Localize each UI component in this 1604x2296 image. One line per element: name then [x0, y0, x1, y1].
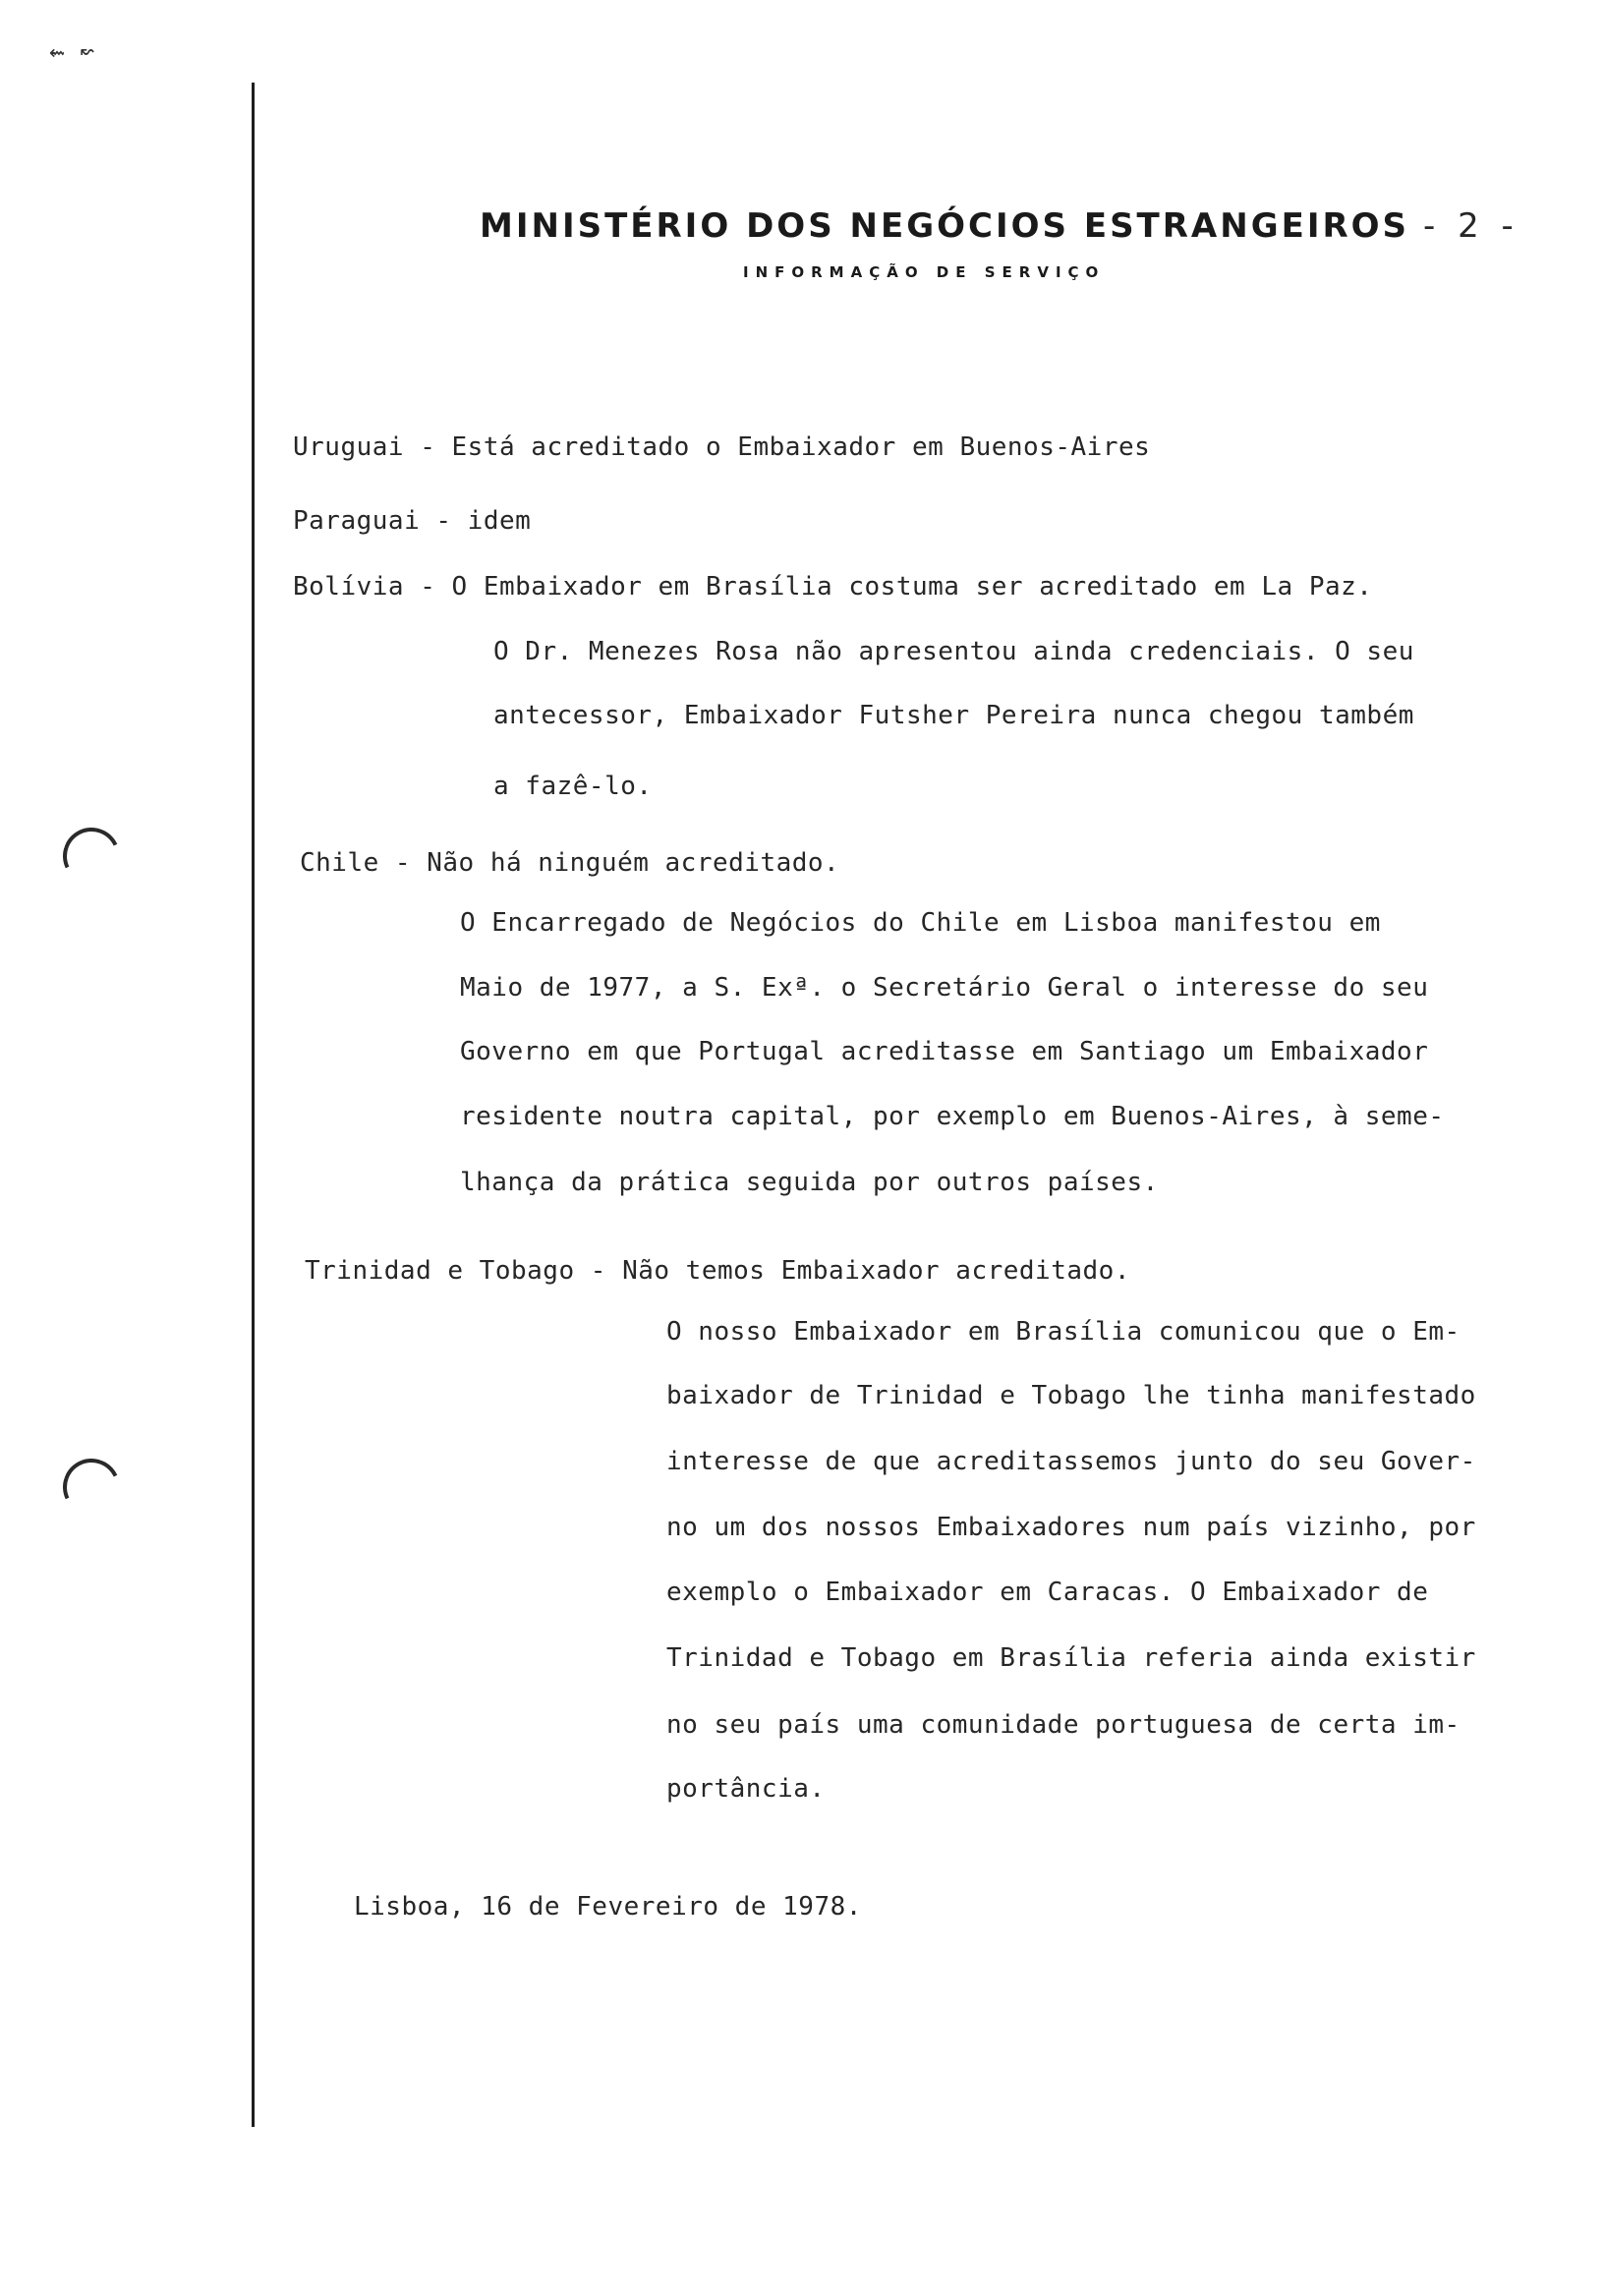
entry-trinidad-line: no seu país uma comunidade portuguesa de certa im- [666, 1710, 1461, 1740]
entry-trinidad-line: interesse de que acreditassemos junto do seu Gover- [666, 1447, 1476, 1476]
entry-chile-line: Governo em que Portugal acreditasse em Santiago um Embaixador [460, 1037, 1429, 1066]
entry-chile-line: lhança da prática seguida por outros países. [460, 1168, 1159, 1197]
entry-chile-line: residente noutra capital, por exemplo em Buenos-Aires, à seme- [460, 1102, 1445, 1131]
entry-trinidad-line: exemplo o Embaixador em Caracas. O Embaixador de [666, 1578, 1429, 1607]
entry-trinidad-line: portância. [666, 1774, 826, 1804]
corner-mark: ⇜ ↜ [49, 37, 95, 67]
entry-chile-line: Maio de 1977, a S. Exª. o Secretário Geral o interesse do seu [460, 973, 1429, 1003]
entry-uruguai: Uruguai - Está acreditado o Embaixador em Buenos-Aires [293, 432, 1151, 462]
entry-bolivia-line: O Dr. Menezes Rosa não apresentou ainda credenciais. O seu [493, 637, 1414, 666]
entry-trinidad-line: Trinidad e Tobago - Não temos Embaixador acreditado. [305, 1256, 1130, 1286]
closing-date: Lisboa, 16 de Fevereiro de 1978. [354, 1892, 862, 1922]
document-type: INFORMAÇÃO DE SERVIÇO [743, 263, 1106, 281]
punch-hole-icon [55, 1451, 128, 1523]
entry-trinidad-line: baixador de Trinidad e Tobago lhe tinha manifestado [666, 1381, 1476, 1410]
entry-bolivia-line: a fazê-lo. [493, 772, 653, 801]
margin-rule [252, 83, 255, 2127]
entry-trinidad-line: no um dos nossos Embaixadores num país vizinho, por [666, 1513, 1476, 1542]
entry-trinidad-line: Trinidad e Tobago em Brasília referia ainda existir [666, 1643, 1476, 1673]
punch-hole-icon [55, 820, 128, 892]
entry-chile-line: Chile - Não há ninguém acreditado. [300, 848, 840, 878]
entry-paraguai: Paraguai - idem [293, 506, 532, 536]
entry-bolivia-line: antecessor, Embaixador Futsher Pereira nunca chegou também [493, 701, 1414, 730]
page-number: - 2 - [1423, 206, 1519, 246]
ministry-title: MINISTÉRIO DOS NEGÓCIOS ESTRANGEIROS [480, 206, 1410, 246]
entry-bolivia-line: Bolívia - O Embaixador em Brasília costuma ser acreditado em La Paz. [293, 572, 1373, 602]
entry-chile-line: O Encarregado de Negócios do Chile em Lisboa manifestou em [460, 908, 1381, 938]
entry-trinidad-line: O nosso Embaixador em Brasília comunicou que o Em- [666, 1317, 1461, 1347]
